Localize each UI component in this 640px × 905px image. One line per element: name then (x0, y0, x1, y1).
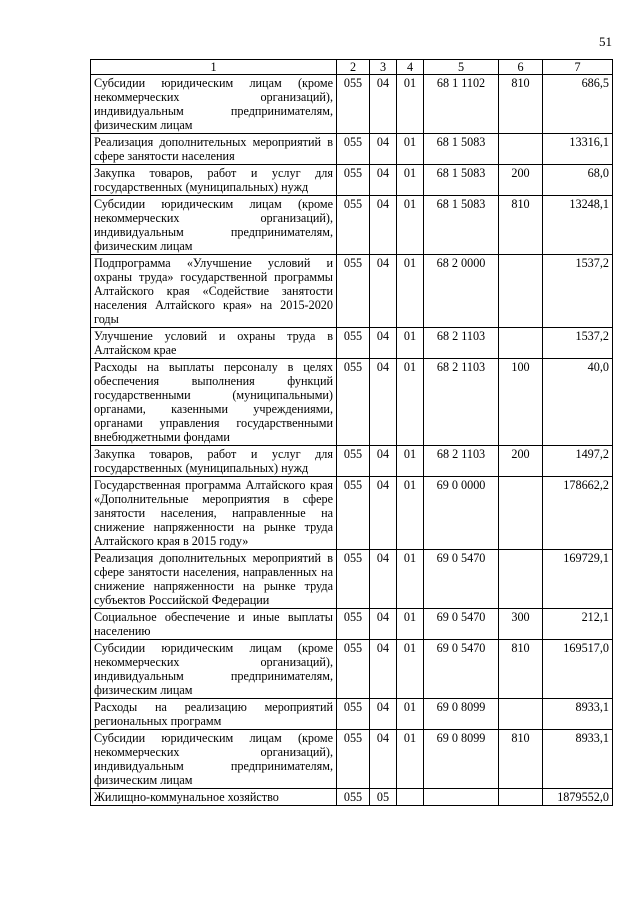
row-amount: 169517,0 (543, 640, 613, 699)
table-row (91, 730, 613, 789)
row-ministry-code: 055 (337, 196, 370, 255)
row-section-code: 04 (370, 609, 397, 640)
row-amount: 13316,1 (543, 134, 613, 165)
table-header-row (91, 60, 613, 75)
table-row (91, 165, 613, 196)
row-amount: 1879552,0 (543, 789, 613, 806)
row-expense-type-code: 200 (499, 165, 543, 196)
row-expense-type-code: 300 (499, 609, 543, 640)
row-name: Улучшение условий и охраны труда в Алтайском крае (91, 328, 337, 359)
table-row (91, 446, 613, 477)
row-subsection-code: 01 (397, 640, 424, 699)
row-section-code: 04 (370, 359, 397, 446)
row-name: Реализация дополнительных мероприятий в сфере занятости населения (91, 134, 337, 165)
row-name: Расходы на выплаты персоналу в целях обеспечения выполнения функций государственными (муниципальными) органами, казенными учреждениями, органами управления государственными внебюджетными фондами (91, 359, 337, 446)
column-header: 1 (91, 60, 337, 75)
row-ministry-code: 055 (337, 609, 370, 640)
row-section-code: 04 (370, 477, 397, 550)
row-ministry-code: 055 (337, 75, 370, 134)
column-header: 3 (370, 60, 397, 75)
row-subsection-code: 01 (397, 196, 424, 255)
row-subsection-code: 01 (397, 255, 424, 328)
row-amount: 68,0 (543, 165, 613, 196)
row-section-code: 04 (370, 75, 397, 134)
row-amount: 13248,1 (543, 196, 613, 255)
row-section-code: 04 (370, 550, 397, 609)
row-amount: 169729,1 (543, 550, 613, 609)
row-article-code: 68 2 1103 (424, 328, 499, 359)
row-subsection-code: 01 (397, 446, 424, 477)
row-amount: 40,0 (543, 359, 613, 446)
row-section-code: 04 (370, 640, 397, 699)
row-section-code: 04 (370, 699, 397, 730)
row-section-code: 04 (370, 134, 397, 165)
row-name: Закупка товаров, работ и услуг для государственных (муниципальных) нужд (91, 446, 337, 477)
row-subsection-code: 01 (397, 609, 424, 640)
row-amount: 178662,2 (543, 477, 613, 550)
table-row (91, 550, 613, 609)
row-name: Субсидии юридическим лицам (кроме некоммерческих организаций), индивидуальным предпринимателям, физическим лицам (91, 196, 337, 255)
row-ministry-code: 055 (337, 446, 370, 477)
row-expense-type-code (499, 255, 543, 328)
row-article-code (424, 789, 499, 806)
row-expense-type-code: 200 (499, 446, 543, 477)
row-expense-type-code (499, 328, 543, 359)
row-article-code: 68 2 1103 (424, 359, 499, 446)
row-expense-type-code: 810 (499, 730, 543, 789)
row-expense-type-code (499, 477, 543, 550)
row-section-code: 04 (370, 165, 397, 196)
row-article-code: 68 1 5083 (424, 196, 499, 255)
row-name: Жилищно-коммунальное хозяйство (91, 789, 337, 806)
row-name: Субсидии юридическим лицам (кроме некоммерческих организаций), индивидуальным предпринимателям, физическим лицам (91, 730, 337, 789)
row-article-code: 69 0 8099 (424, 699, 499, 730)
row-name: Социальное обеспечение и иные выплаты населению (91, 609, 337, 640)
row-subsection-code (397, 789, 424, 806)
row-subsection-code: 01 (397, 328, 424, 359)
row-article-code: 69 0 5470 (424, 640, 499, 699)
row-subsection-code: 01 (397, 550, 424, 609)
row-ministry-code: 055 (337, 550, 370, 609)
table-row (91, 328, 613, 359)
row-section-code: 05 (370, 789, 397, 806)
row-article-code: 69 0 8099 (424, 730, 499, 789)
row-name: Государственная программа Алтайского края «Дополнительные мероприятия в сфере занятости населения, направленные на снижение напряженности на рынке труда Алтайского края в 2015 году» (91, 477, 337, 550)
row-amount: 1537,2 (543, 328, 613, 359)
row-expense-type-code (499, 789, 543, 806)
row-section-code: 04 (370, 328, 397, 359)
row-section-code: 04 (370, 255, 397, 328)
table-row (91, 789, 613, 806)
table-row (91, 477, 613, 550)
row-name: Реализация дополнительных мероприятий в сфере занятости населения, направленных на снижение напряженности на рынке труда субъектов Российской Федерации (91, 550, 337, 609)
row-subsection-code: 01 (397, 477, 424, 550)
row-section-code: 04 (370, 730, 397, 789)
row-subsection-code: 01 (397, 75, 424, 134)
table-row (91, 640, 613, 699)
row-subsection-code: 01 (397, 359, 424, 446)
table-row (91, 255, 613, 328)
row-ministry-code: 055 (337, 328, 370, 359)
table-row (91, 609, 613, 640)
row-name: Закупка товаров, работ и услуг для государственных (муниципальных) нужд (91, 165, 337, 196)
row-subsection-code: 01 (397, 165, 424, 196)
row-subsection-code: 01 (397, 730, 424, 789)
row-article-code: 69 0 0000 (424, 477, 499, 550)
row-name: Подпрограмма «Улучшение условий и охраны труда» государственной программы Алтайского края «Содействие занятости населения Алтайского края» на 2015-2020 годы (91, 255, 337, 328)
table-row (91, 75, 613, 134)
row-amount: 212,1 (543, 609, 613, 640)
row-section-code: 04 (370, 196, 397, 255)
row-expense-type-code: 810 (499, 75, 543, 134)
row-article-code: 69 0 5470 (424, 609, 499, 640)
column-header: 4 (397, 60, 424, 75)
row-amount: 1537,2 (543, 255, 613, 328)
row-ministry-code: 055 (337, 477, 370, 550)
table-row (91, 699, 613, 730)
column-header: 6 (499, 60, 543, 75)
column-header: 5 (424, 60, 499, 75)
row-section-code: 04 (370, 446, 397, 477)
row-article-code: 68 1 5083 (424, 165, 499, 196)
row-expense-type-code: 810 (499, 196, 543, 255)
row-amount: 8933,1 (543, 699, 613, 730)
row-article-code: 69 0 5470 (424, 550, 499, 609)
row-ministry-code: 055 (337, 730, 370, 789)
table-row (91, 196, 613, 255)
row-expense-type-code: 100 (499, 359, 543, 446)
row-article-code: 68 2 0000 (424, 255, 499, 328)
page-number: 51 (599, 34, 612, 49)
row-name: Субсидии юридическим лицам (кроме некоммерческих организаций), индивидуальным предпринимателям, физическим лицам (91, 75, 337, 134)
row-name: Субсидии юридическим лицам (кроме некоммерческих организаций), индивидуальным предпринимателям, физическим лицам (91, 640, 337, 699)
row-amount: 1497,2 (543, 446, 613, 477)
row-ministry-code: 055 (337, 165, 370, 196)
column-header: 7 (543, 60, 613, 75)
row-name: Расходы на реализацию мероприятий региональных программ (91, 699, 337, 730)
table-row (91, 134, 613, 165)
table-row (91, 359, 613, 446)
row-expense-type-code (499, 134, 543, 165)
row-subsection-code: 01 (397, 134, 424, 165)
row-ministry-code: 055 (337, 699, 370, 730)
row-article-code: 68 1 1102 (424, 75, 499, 134)
column-header: 2 (337, 60, 370, 75)
row-article-code: 68 1 5083 (424, 134, 499, 165)
row-amount: 686,5 (543, 75, 613, 134)
row-ministry-code: 055 (337, 134, 370, 165)
row-subsection-code: 01 (397, 699, 424, 730)
row-expense-type-code (499, 699, 543, 730)
row-ministry-code: 055 (337, 789, 370, 806)
row-expense-type-code (499, 550, 543, 609)
row-ministry-code: 055 (337, 255, 370, 328)
budget-table (90, 59, 613, 806)
row-amount: 8933,1 (543, 730, 613, 789)
row-ministry-code: 055 (337, 640, 370, 699)
row-expense-type-code: 810 (499, 640, 543, 699)
row-ministry-code: 055 (337, 359, 370, 446)
row-article-code: 68 2 1103 (424, 446, 499, 477)
